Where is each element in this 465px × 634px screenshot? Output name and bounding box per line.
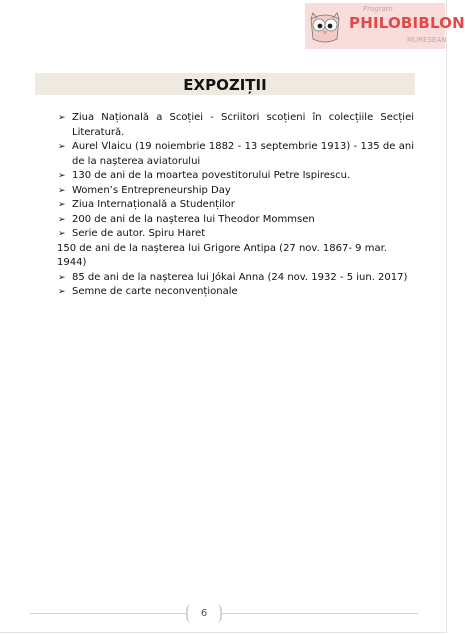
arrow-bullet-icon: ➢ [58, 142, 66, 152]
list-item [57, 198, 414, 213]
list-item [57, 169, 414, 184]
page-number-text: 6 [200, 608, 208, 619]
list-item [57, 285, 414, 300]
list-item [57, 184, 414, 199]
list-item-text: Ziua Națională a Scoției - Scriitori scoțieni în colecțiile Secției Literatură. [72, 112, 414, 138]
list-item [57, 111, 414, 140]
logo-title: PHILOBIBLON [349, 14, 465, 32]
page-number [186, 604, 222, 623]
arrow-bullet-icon: ➢ [58, 229, 66, 239]
list-item-text: Aurel Vlaicu (19 noiembrie 1882 - 13 septembrie 1913) - 135 de ani de la nașterea aviatorului [72, 141, 414, 167]
list-item [57, 271, 414, 286]
list-item [57, 242, 414, 271]
list-item-text: Semne de carte neconvenționale [72, 286, 238, 297]
list-item-text: 85 de ani de la nașterea lui Jókai Anna (24 nov. 1932 - 5 iun. 2017) [72, 271, 408, 283]
arrow-bullet-icon: ➢ [58, 171, 66, 181]
philobiblon-logo [305, 3, 465, 49]
arrow-bullet-icon: ➢ [58, 272, 66, 283]
list-item-text: 150 de ani de la nașterea lui Grigore Antipa (27 nov. 1867- 9 mar. 1944) [57, 242, 387, 268]
list-item-text: 130 de ani de la moartea povestitorului Petre Ispirescu. [72, 170, 351, 181]
list-item [57, 213, 414, 228]
owl-icon [307, 9, 343, 45]
list-item [57, 140, 414, 169]
logo-program-label: Program [363, 5, 393, 13]
list-item-text: Serie de autor. Spiru Haret [72, 228, 206, 239]
arrow-bullet-icon: ➢ [58, 214, 66, 225]
title-band [35, 73, 415, 95]
list-item-text: Ziua Internațională a Studenților [72, 199, 235, 210]
arrow-bullet-icon: ➢ [58, 287, 66, 297]
list-item-text: Women’s Entrepreneurship Day [72, 184, 231, 196]
exhibitions-list [57, 111, 414, 300]
logo-subtitle: MUREȘEAN [407, 36, 447, 44]
list-item-text: 200 de ani de la nașterea lui Theodor Mommsen [72, 213, 315, 225]
footer-divider [30, 613, 418, 614]
arrow-bullet-icon: ➢ [58, 200, 66, 210]
arrow-bullet-icon: ➢ [58, 113, 66, 123]
arrow-bullet-icon: ➢ [58, 185, 66, 196]
page-title: EXPOZIȚII [183, 75, 267, 94]
list-item [57, 227, 414, 242]
